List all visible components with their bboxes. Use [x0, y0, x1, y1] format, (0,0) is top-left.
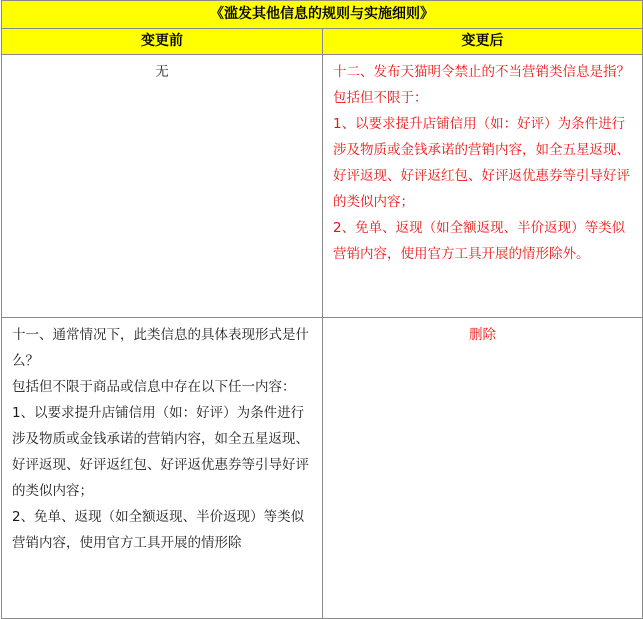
- rule-eleven-intro: 包括但不限于商品或信息中存在以下任一内容：: [12, 379, 296, 395]
- header-row: [2, 29, 643, 55]
- row1-before-text: 无: [155, 64, 169, 80]
- rule-twelve-item-1: 1、以要求提升店铺信用（如：好评）为条件进行涉及物质或金钱承诺的营销内容，如全五星返现、好评返现、好评返红包、好评返优惠券等引导好评的类似内容；: [333, 116, 630, 210]
- rule-twelve-item-2: 2、免单、返现（如全额返现、半价返现）等类似营销内容，使用官方工具开展的情形除外。: [333, 220, 626, 262]
- rule-eleven-item-2: 2、免单、返现（如全额返现、半价返现）等类似营销内容，使用官方工具开展的情形除: [12, 509, 305, 551]
- title-row: [2, 1, 643, 29]
- table-row: [2, 318, 643, 619]
- row2-after-text: 删除: [469, 327, 496, 343]
- row2-before-cell: [2, 318, 323, 619]
- rule-eleven-heading: 十一、通常情况下，此类信息的具体表现形式是什么？: [12, 327, 309, 369]
- document-title: 《滥发其他信息的规则与实施细则》: [2, 1, 643, 29]
- rule-twelve-heading: 十二、发布天猫明令禁止的不当营销类信息是指？: [333, 64, 630, 80]
- row1-after-cell: [323, 55, 643, 318]
- row2-before-text: [2, 318, 322, 560]
- header-after: 变更后: [323, 29, 643, 55]
- table-row: [2, 55, 643, 318]
- rule-twelve-intro: 包括但不限于：: [333, 90, 428, 106]
- rules-comparison-table: [1, 0, 643, 619]
- row2-after-cell: [323, 318, 643, 619]
- header-before: 变更前: [2, 29, 323, 55]
- row1-after-text: [323, 55, 642, 271]
- row1-before-cell: [2, 55, 323, 318]
- rule-eleven-item-1: 1、以要求提升店铺信用（如：好评）为条件进行涉及物质或金钱承诺的营销内容，如全五星返现、好评返现、好评返红包、好评返优惠券等引导好评的类似内容；: [12, 405, 309, 499]
